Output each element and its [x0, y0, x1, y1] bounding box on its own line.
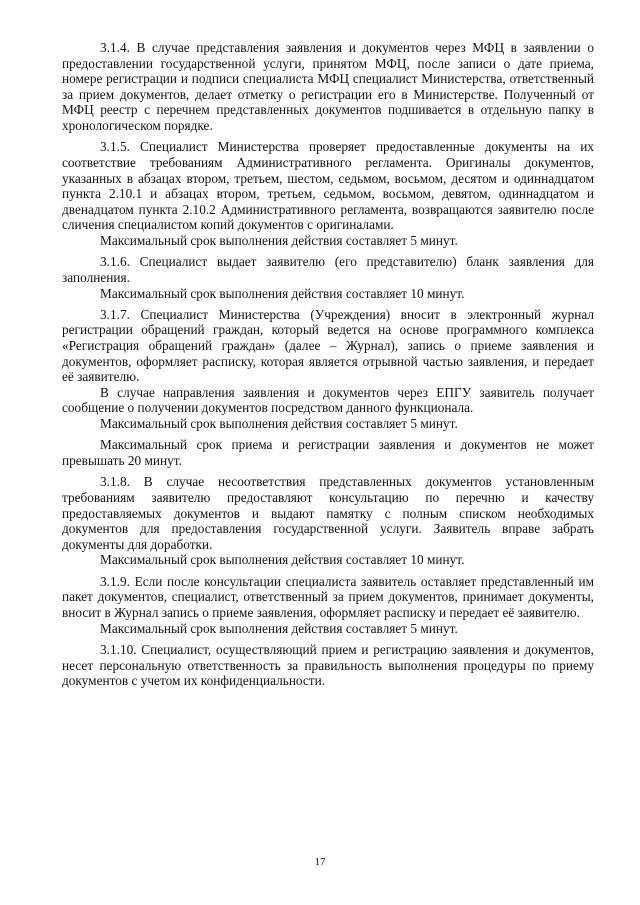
paragraph-max-time-10: Максимальный срок выполнения действия составляет 10 минут. [100, 285, 465, 301]
document-body [62, 40, 594, 695]
paragraph-max-time-10: Максимальный срок выполнения действия составляет 10 минут. [100, 552, 465, 568]
paragraph-3-1-7: 3.1.7. Специалист Министерства (Учреждения) вносит в электронный журнал регистрации обращений граждан, который ведется на основе программного комплекса «Регистрация обращений граждан» (далее – Журнал), запись о приеме заявления и документов, оформляет расписку, которая является отрывной частью заявления, и передает её заявителю. [62, 306, 594, 385]
paragraph-max-reception-time: Максимальный срок приема и регистрации заявления и документов не может превышать 20 минут. [62, 437, 594, 469]
paragraph-max-time-5: Максимальный срок выполнения действия составляет 5 минут. [100, 232, 458, 248]
page-number: 17 [314, 856, 326, 868]
paragraph-epgu: В случае направления заявления и документов через ЕПГУ заявитель получает сообщение о получении документов посредством данного функционала. [62, 384, 594, 416]
paragraph-3-1-9: 3.1.9. Если после консультации специалиста заявитель оставляет представленный им пакет документов, специалист, ответственный за прием документов, принимает документы, вносит в Журнал запись о приеме заявления, оформляет расписку и передает её заявителю. [62, 573, 594, 620]
paragraph-max-time-5: Максимальный срок выполнения действия составляет 5 минут. [100, 620, 458, 636]
paragraph-3-1-10: 3.1.10. Специалист, осуществляющий прием и регистрацию заявления и документов, несет персональную ответственность за правильность выполнения процедуры по приему документов с учетом их конфиденциальности. [62, 641, 594, 689]
paragraph-3-1-6: 3.1.6. Специалист выдает заявителю (его представителю) бланк заявления для заполнения. [62, 254, 594, 285]
paragraph-3-1-4: 3.1.4. В случае представления заявления и документов через МФЦ в заявлении о предоставлении государственной услуги, принятом МФЦ, после записи о дате приема, номере регистрации и подписи специалиста МФЦ специалист Министерства, ответственный за прием документов, делает отметку о регистрации его в Министерстве. Полученный от МФЦ реестр с перечнем представленных документов подшивается в отдельную папку в хронологическом порядке. [62, 40, 594, 133]
paragraph-3-1-5: 3.1.5. Специалист Министерства проверяет предоставленные документы на их соответствие требованиям Административного регламента. Оригиналы документов, указанных в абзацах втором, третьем, шестом, седьмом, восьмом, десятом и одиннадцатом пункта 2.10.1 и абзацах втором, третьем, седьмом, восьмом, девятом, одиннадцатом и двенадцатом пункта 2.10.2 Административного регламента, возвращаются заявителю после сличения специалистом копий документов с оригиналами. [62, 139, 594, 233]
paragraph-3-1-8: 3.1.8. В случае несоответствия представленных документов установленным требованиям заявителю предоставляют консультацию по перечню и качеству предоставляемых документов и выдают памятку с полным списком необходимых документов для предоставления государственной услуги. Заявитель вправе забрать документы для доработки. [62, 474, 594, 552]
paragraph-max-time-5: Максимальный срок выполнения действия составляет 5 минут. [100, 416, 458, 432]
